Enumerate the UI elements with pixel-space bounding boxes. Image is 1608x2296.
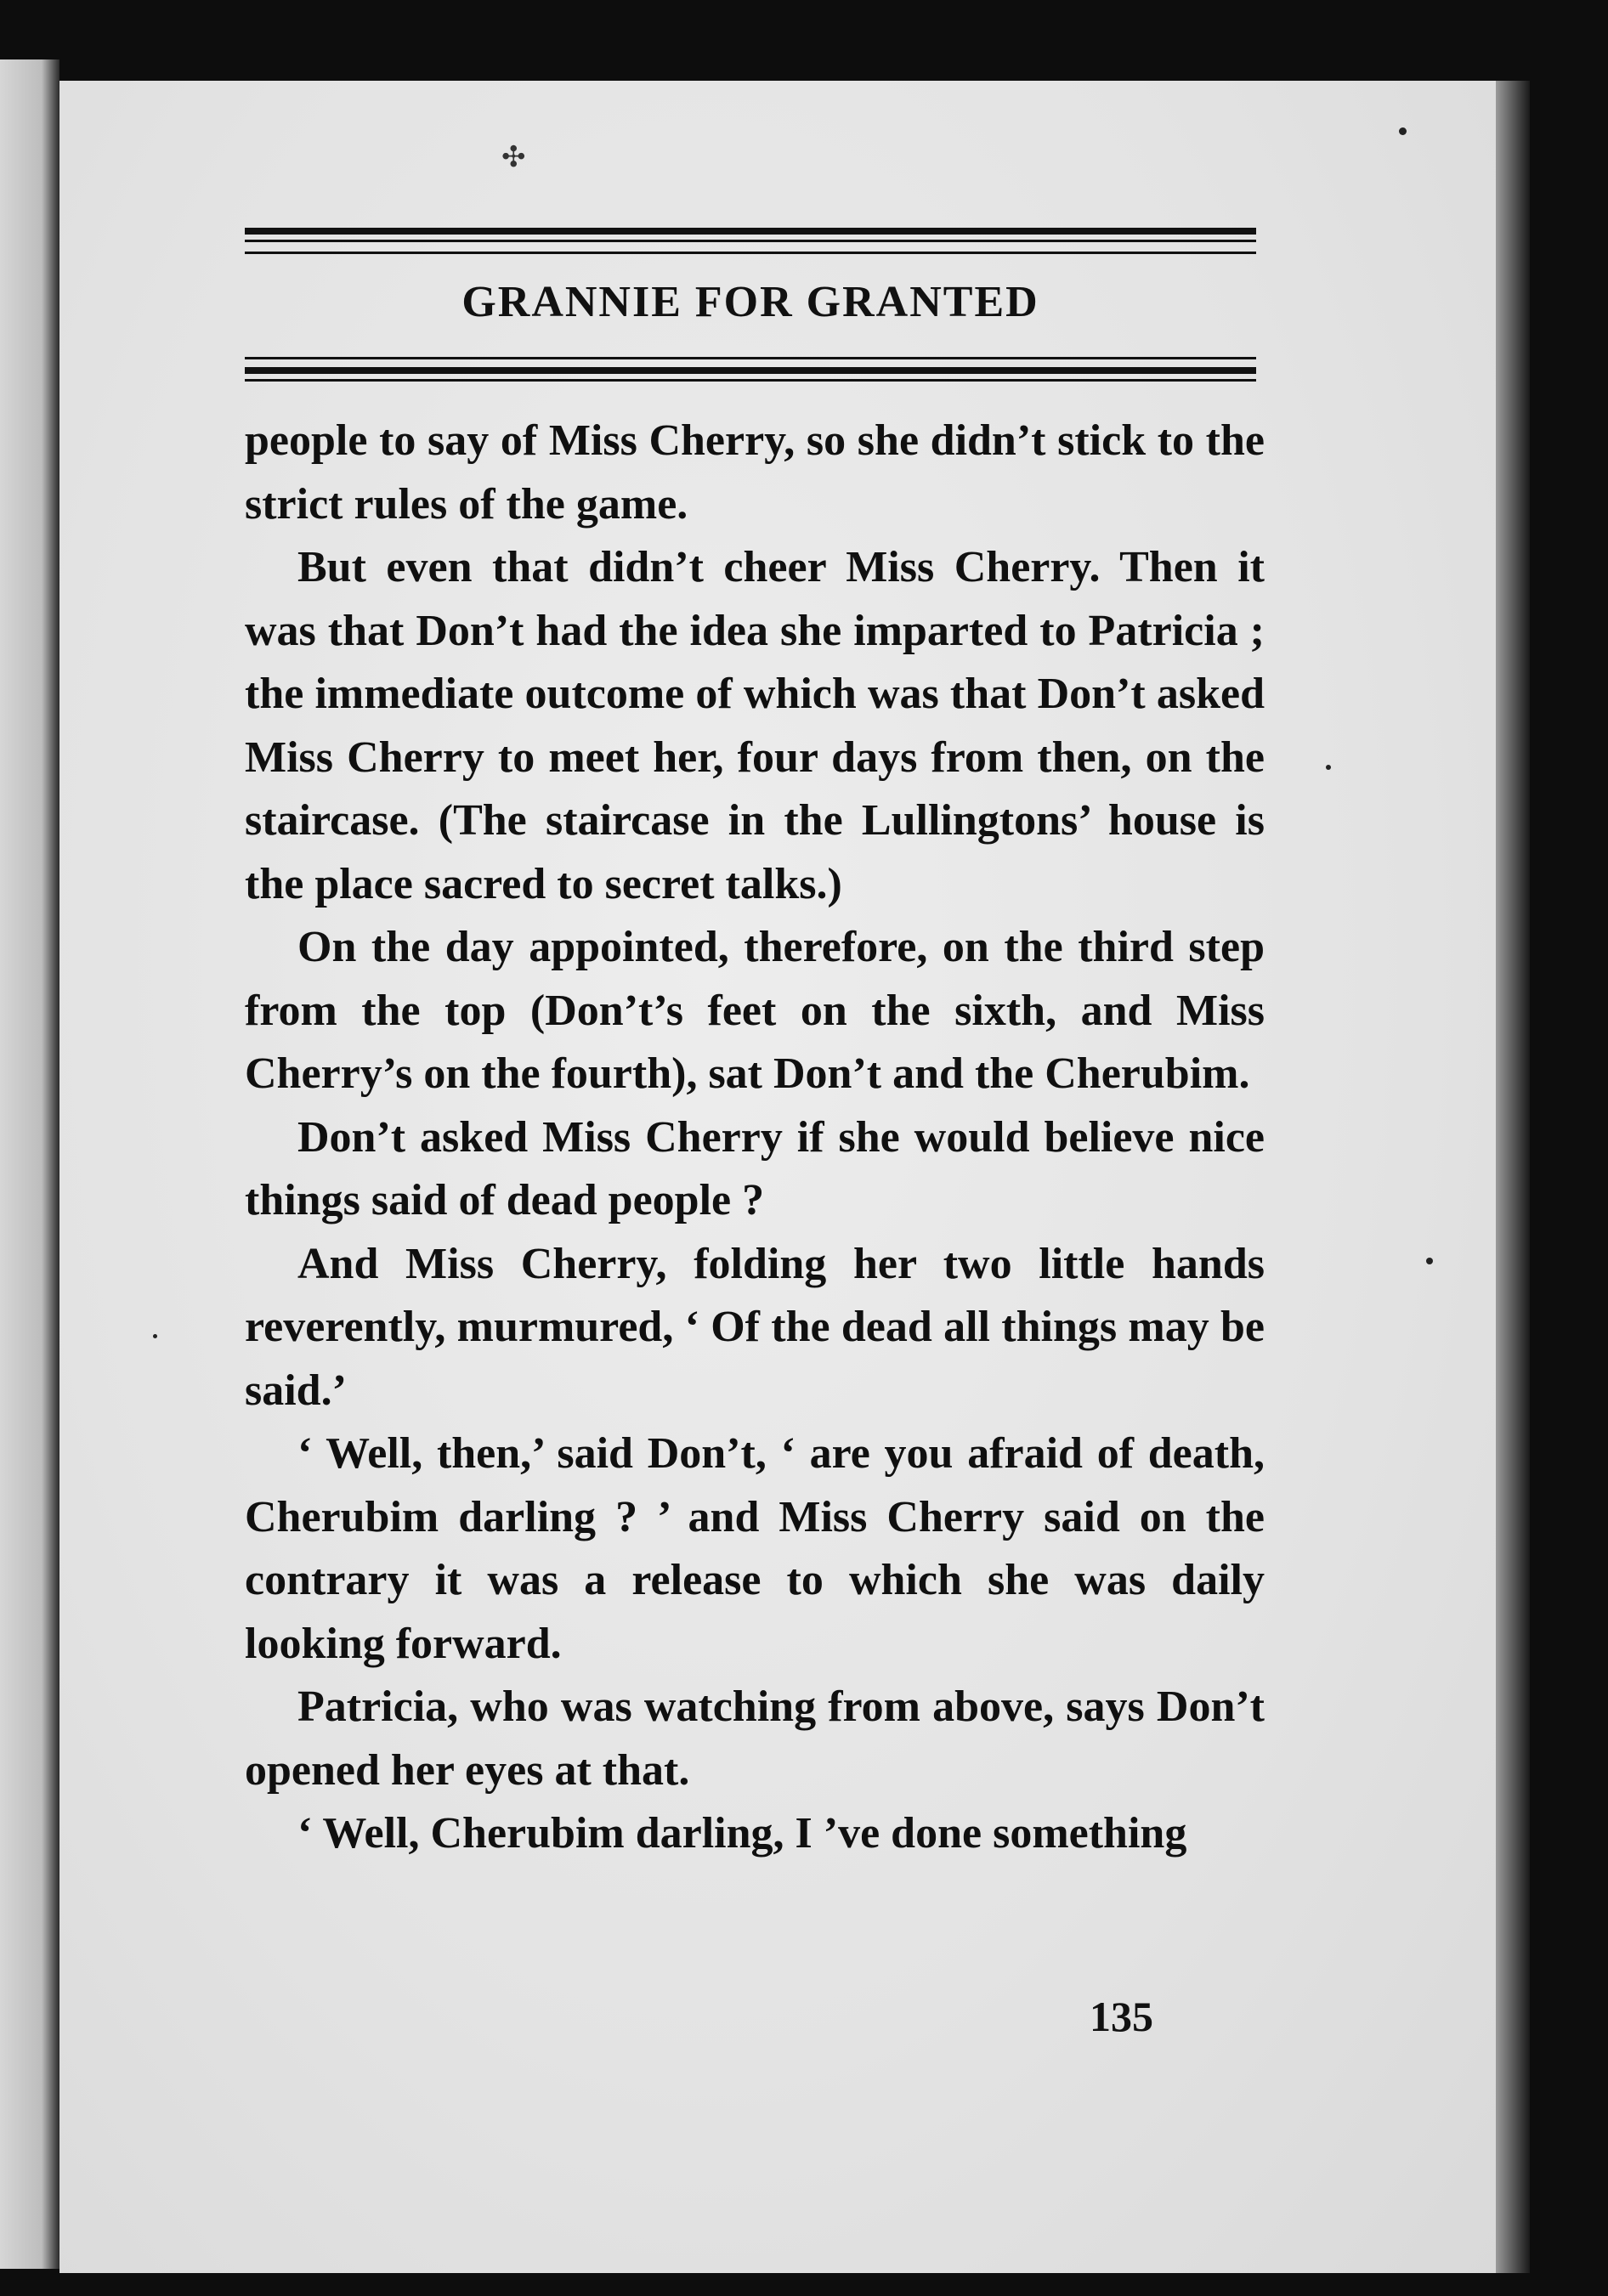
paragraph: Don’t asked Miss Cherry if she would believe nice things said of dead people ?: [245, 1112, 1265, 1224]
scan-speck: [1426, 1258, 1433, 1264]
paragraph: On the day appointed, therefore, on the third step from the top (Don’t’s feet on the sixth, and Miss Cherry’s on the fourth), sat Don’t and the Cherubim.: [245, 923, 1265, 1098]
header-rule-bottom-thick: [245, 367, 1256, 374]
paragraph: ‘ Well, Cherubim darling, I ’ve done something: [297, 1809, 1187, 1858]
header-rule-top-hairline: [245, 252, 1256, 254]
scan-speck: [1326, 765, 1331, 770]
paragraph: And Miss Cherry, folding her two little hands reverently, murmured, ‘ Of the dead all things may be said.’: [245, 1239, 1265, 1415]
header-rule-top-thin: [245, 240, 1256, 242]
running-head: GRANNIE FOR GRANTED: [461, 278, 1039, 326]
printer-ornament: ✣: [501, 140, 526, 174]
paragraph: Patricia, who was watching from above, says Don’t opened her eyes at that.: [245, 1682, 1265, 1795]
page-number: 135: [1090, 1993, 1153, 2040]
paragraph: ‘ Well, then,’ said Don’t, ‘ are you afraid of death, Cherubim darling ? ’ and Miss Cherry said on the contrary it was a release to which she was daily looking forward.: [245, 1429, 1265, 1668]
header-rule-bottom-thin: [245, 357, 1256, 359]
paragraph: But even that didn’t cheer Miss Cherry. Then it was that Don’t had the idea she imparted to Patricia ; the immediate outcome of which was that Don’t asked Miss Cherry to meet her, four days from then, on the staircase. (The staircase in the Lullingtons’ house is the place sacred to secret talks.): [245, 543, 1265, 908]
header-rule-bottom-hairline: [245, 379, 1256, 382]
scan-speck: [1399, 127, 1407, 135]
scan-speck: [153, 1334, 157, 1338]
body-text: [245, 410, 1265, 1866]
facing-page-edge: [0, 59, 59, 2269]
paragraph: people to say of Miss Cherry, so she didn’t stick to the strict rules of the game.: [245, 416, 1265, 529]
page-edge-shadow: [1496, 81, 1530, 2273]
header-rule-top-thick: [245, 228, 1256, 235]
